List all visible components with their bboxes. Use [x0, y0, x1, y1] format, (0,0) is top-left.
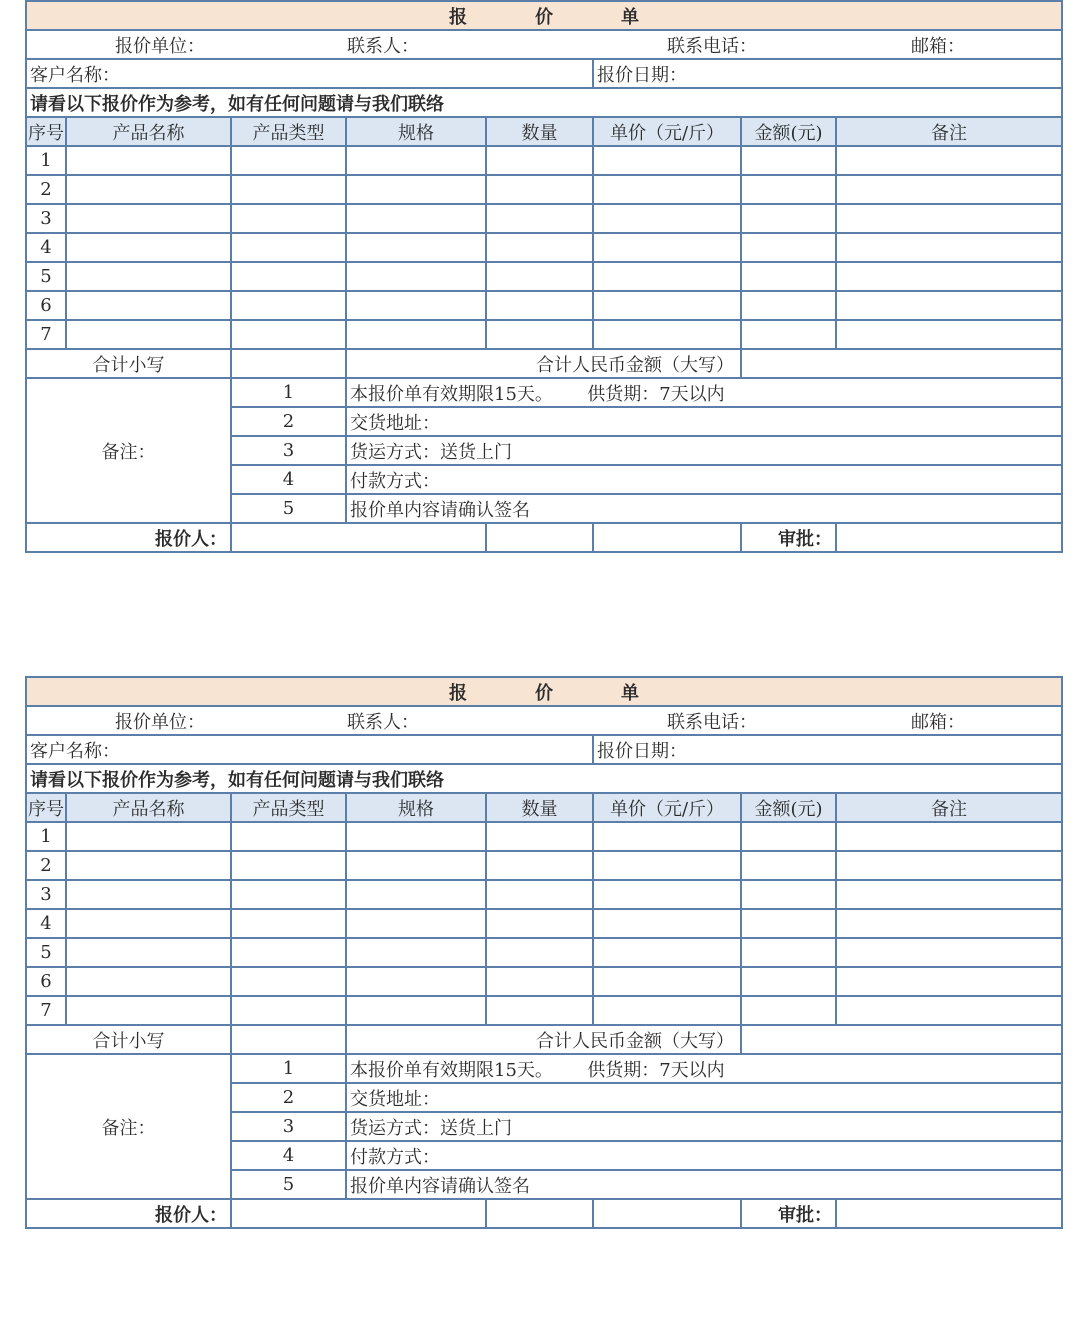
table-header [26, 793, 1062, 822]
notice-row [26, 88, 1062, 117]
cell[interactable] [593, 996, 741, 1025]
cell[interactable] [231, 996, 346, 1025]
cell[interactable] [346, 880, 486, 909]
cell[interactable] [593, 291, 741, 320]
remark-number: 3 [231, 436, 346, 465]
quoter-label: 报价人： [26, 523, 231, 552]
cell[interactable] [836, 146, 1062, 175]
cell[interactable] [741, 909, 836, 938]
table-row [26, 320, 1062, 349]
remark-number: 4 [231, 1141, 346, 1170]
cell[interactable] [231, 938, 346, 967]
row-number: 3 [26, 880, 66, 909]
remark-number: 2 [231, 1083, 346, 1112]
cell[interactable] [346, 938, 486, 967]
total-small-value[interactable] [231, 349, 346, 378]
cell[interactable] [231, 262, 346, 291]
row-number: 6 [26, 291, 66, 320]
contact-label: 联系人： [347, 35, 419, 57]
cell[interactable] [741, 320, 836, 349]
quoter-signature[interactable] [231, 1199, 486, 1228]
col-product-name: 产品名称 [66, 793, 231, 822]
table-row [26, 851, 1062, 880]
row-number: 5 [26, 938, 66, 967]
table-row [26, 262, 1062, 291]
cell[interactable] [741, 291, 836, 320]
approval-signature[interactable] [836, 1199, 1062, 1228]
quotation-form [25, 0, 1061, 553]
notice-row [26, 764, 1062, 793]
signature-cell[interactable] [486, 1199, 593, 1228]
remark-text: 付款方式： [346, 1141, 1062, 1170]
col-spec: 规格 [346, 793, 486, 822]
cell[interactable] [741, 967, 836, 996]
cell[interactable] [231, 204, 346, 233]
cell[interactable] [231, 320, 346, 349]
remark-number: 3 [231, 1112, 346, 1141]
cell[interactable] [346, 146, 486, 175]
cell[interactable] [231, 880, 346, 909]
cell[interactable] [836, 204, 1062, 233]
cell[interactable] [593, 822, 741, 851]
col-spec: 规格 [346, 117, 486, 146]
quote-date-field[interactable]: 报价日期： [593, 735, 1062, 764]
remark-number: 4 [231, 465, 346, 494]
table-row [26, 146, 1062, 175]
cell[interactable] [741, 851, 836, 880]
row-number: 6 [26, 967, 66, 996]
table-row [26, 291, 1062, 320]
cell[interactable] [66, 291, 231, 320]
signature-cell[interactable] [593, 523, 741, 552]
remark-text: 本报价单有效期限15天。 供货期：7天以内 [346, 378, 1062, 407]
cell[interactable] [231, 291, 346, 320]
cell[interactable] [486, 291, 593, 320]
cell[interactable] [66, 938, 231, 967]
quotation-table [25, 676, 1063, 1229]
remark-row [26, 378, 1062, 407]
cell[interactable] [346, 262, 486, 291]
col-seq: 序号 [26, 117, 66, 146]
row-number: 7 [26, 320, 66, 349]
row-number: 4 [26, 233, 66, 262]
approval-label: 审批： [741, 1199, 836, 1228]
cell[interactable] [231, 909, 346, 938]
cell[interactable] [836, 938, 1062, 967]
col-unit-price: 单价（元/斤） [593, 793, 741, 822]
cell[interactable] [66, 175, 231, 204]
cell[interactable] [593, 146, 741, 175]
cell[interactable] [741, 262, 836, 291]
remark-number: 5 [231, 494, 346, 523]
quoter-label: 报价人： [26, 1199, 231, 1228]
cell[interactable] [486, 146, 593, 175]
cell[interactable] [486, 851, 593, 880]
cell[interactable] [346, 996, 486, 1025]
signature-row [26, 523, 1062, 552]
total-row [26, 349, 1062, 378]
cell[interactable] [593, 880, 741, 909]
cell[interactable] [593, 851, 741, 880]
contact-info-row [26, 706, 1062, 735]
cell[interactable] [486, 880, 593, 909]
cell[interactable] [486, 320, 593, 349]
cell[interactable] [741, 233, 836, 262]
cell[interactable] [836, 967, 1062, 996]
remark-text: 报价单内容请确认签名 [346, 494, 1062, 523]
col-amount: 金额(元) [741, 793, 836, 822]
customer-name-field[interactable]: 客户名称： [26, 735, 593, 764]
col-remark: 备注 [836, 793, 1062, 822]
cell[interactable] [593, 233, 741, 262]
cell[interactable] [836, 996, 1062, 1025]
remark-number: 1 [231, 378, 346, 407]
cell[interactable] [66, 146, 231, 175]
cell[interactable] [346, 291, 486, 320]
company-label: 报价单位： [115, 711, 205, 733]
remark-text: 本报价单有效期限15天。 供货期：7天以内 [346, 1054, 1062, 1083]
table-row [26, 938, 1062, 967]
cell[interactable] [346, 320, 486, 349]
form-title: 报 价 单 [26, 1, 1062, 30]
cell[interactable] [741, 822, 836, 851]
table-row [26, 204, 1062, 233]
cell[interactable] [66, 262, 231, 291]
table-row [26, 909, 1062, 938]
row-number: 1 [26, 822, 66, 851]
cell[interactable] [346, 233, 486, 262]
cell[interactable] [836, 175, 1062, 204]
remarks-label: 备注： [26, 378, 231, 523]
cell[interactable] [346, 175, 486, 204]
cell[interactable] [66, 996, 231, 1025]
row-number: 1 [26, 146, 66, 175]
title-row [26, 1, 1062, 30]
cell[interactable] [486, 233, 593, 262]
total-small-label: 合计小写 [26, 349, 231, 378]
customer-row [26, 59, 1062, 88]
notice-text: 请看以下报价作为参考，如有任何问题请与我们联络 [26, 764, 1062, 793]
cell[interactable] [593, 909, 741, 938]
cell[interactable] [66, 851, 231, 880]
cell[interactable] [836, 851, 1062, 880]
signature-cell[interactable] [486, 523, 593, 552]
cell[interactable] [741, 204, 836, 233]
cell[interactable] [66, 822, 231, 851]
signature-cell[interactable] [593, 1199, 741, 1228]
cell[interactable] [593, 262, 741, 291]
table-row [26, 967, 1062, 996]
table-row [26, 233, 1062, 262]
cell[interactable] [593, 320, 741, 349]
remark-text: 交货地址： [346, 1083, 1062, 1112]
row-number: 5 [26, 262, 66, 291]
table-row [26, 996, 1062, 1025]
col-remark: 备注 [836, 117, 1062, 146]
cell[interactable] [346, 204, 486, 233]
col-product-type: 产品类型 [231, 117, 346, 146]
cell[interactable] [486, 909, 593, 938]
col-seq: 序号 [26, 793, 66, 822]
cell[interactable] [486, 822, 593, 851]
remark-text: 交货地址： [346, 407, 1062, 436]
email-label: 邮箱： [911, 35, 965, 57]
col-amount: 金额(元) [741, 117, 836, 146]
signature-row [26, 1199, 1062, 1228]
form-title: 报 价 单 [26, 677, 1062, 706]
cell[interactable] [346, 967, 486, 996]
customer-row [26, 735, 1062, 764]
company-label: 报价单位： [115, 35, 205, 57]
remark-text: 报价单内容请确认签名 [346, 1170, 1062, 1199]
cell[interactable] [836, 291, 1062, 320]
cell[interactable] [741, 880, 836, 909]
col-quantity: 数量 [486, 793, 593, 822]
cell[interactable] [836, 233, 1062, 262]
cell[interactable] [486, 175, 593, 204]
remark-text: 货运方式：送货上门 [346, 1112, 1062, 1141]
cell[interactable] [593, 204, 741, 233]
total-small-label: 合计小写 [26, 1025, 231, 1054]
remark-row [26, 1054, 1062, 1083]
remark-number: 2 [231, 407, 346, 436]
col-product-type: 产品类型 [231, 793, 346, 822]
row-number: 3 [26, 204, 66, 233]
cell[interactable] [741, 938, 836, 967]
quote-date-field[interactable]: 报价日期： [593, 59, 1062, 88]
customer-name-field[interactable]: 客户名称： [26, 59, 593, 88]
remark-number: 1 [231, 1054, 346, 1083]
title-row [26, 677, 1062, 706]
cell[interactable] [741, 996, 836, 1025]
cell[interactable] [486, 967, 593, 996]
cell[interactable] [66, 204, 231, 233]
total-small-value[interactable] [231, 1025, 346, 1054]
cell[interactable] [836, 320, 1062, 349]
approval-signature[interactable] [836, 523, 1062, 552]
row-number: 4 [26, 909, 66, 938]
cell[interactable] [486, 938, 593, 967]
remark-text: 货运方式：送货上门 [346, 436, 1062, 465]
contact-info-row [26, 30, 1062, 59]
total-row [26, 1025, 1062, 1054]
col-product-name: 产品名称 [66, 117, 231, 146]
cell[interactable] [231, 851, 346, 880]
remark-text: 付款方式： [346, 465, 1062, 494]
cell[interactable] [836, 822, 1062, 851]
cell[interactable] [346, 851, 486, 880]
total-rmb-label: 合计人民币金额（大写） [346, 1025, 741, 1054]
cell[interactable] [346, 822, 486, 851]
phone-label: 联系电话： [667, 711, 757, 733]
cell[interactable] [593, 967, 741, 996]
cell[interactable] [66, 880, 231, 909]
table-row [26, 880, 1062, 909]
cell[interactable] [836, 880, 1062, 909]
remark-number: 5 [231, 1170, 346, 1199]
cell[interactable] [836, 909, 1062, 938]
col-quantity: 数量 [486, 117, 593, 146]
cell[interactable] [66, 320, 231, 349]
cell[interactable] [836, 262, 1062, 291]
cell[interactable] [231, 175, 346, 204]
cell[interactable] [741, 175, 836, 204]
cell[interactable] [231, 822, 346, 851]
cell[interactable] [593, 938, 741, 967]
quoter-signature[interactable] [231, 523, 486, 552]
quotation-form [25, 676, 1061, 1229]
quotation-table [25, 0, 1063, 553]
row-number: 2 [26, 175, 66, 204]
cell[interactable] [231, 146, 346, 175]
notice-text: 请看以下报价作为参考，如有任何问题请与我们联络 [26, 88, 1062, 117]
email-label: 邮箱： [911, 711, 965, 733]
cell[interactable] [66, 967, 231, 996]
cell[interactable] [486, 262, 593, 291]
phone-label: 联系电话： [667, 35, 757, 57]
cell[interactable] [231, 233, 346, 262]
table-header [26, 117, 1062, 146]
table-row [26, 822, 1062, 851]
cell[interactable] [66, 233, 231, 262]
cell[interactable] [346, 909, 486, 938]
cell[interactable] [66, 909, 231, 938]
col-unit-price: 单价（元/斤） [593, 117, 741, 146]
row-number: 2 [26, 851, 66, 880]
total-rmb-value[interactable] [741, 1025, 1062, 1054]
total-rmb-label: 合计人民币金额（大写） [346, 349, 741, 378]
approval-label: 审批： [741, 523, 836, 552]
total-rmb-value[interactable] [741, 349, 1062, 378]
remarks-label: 备注： [26, 1054, 231, 1199]
cell[interactable] [231, 967, 346, 996]
cell[interactable] [486, 996, 593, 1025]
cell[interactable] [741, 146, 836, 175]
table-row [26, 175, 1062, 204]
cell[interactable] [486, 204, 593, 233]
row-number: 7 [26, 996, 66, 1025]
contact-label: 联系人： [347, 711, 419, 733]
cell[interactable] [593, 175, 741, 204]
